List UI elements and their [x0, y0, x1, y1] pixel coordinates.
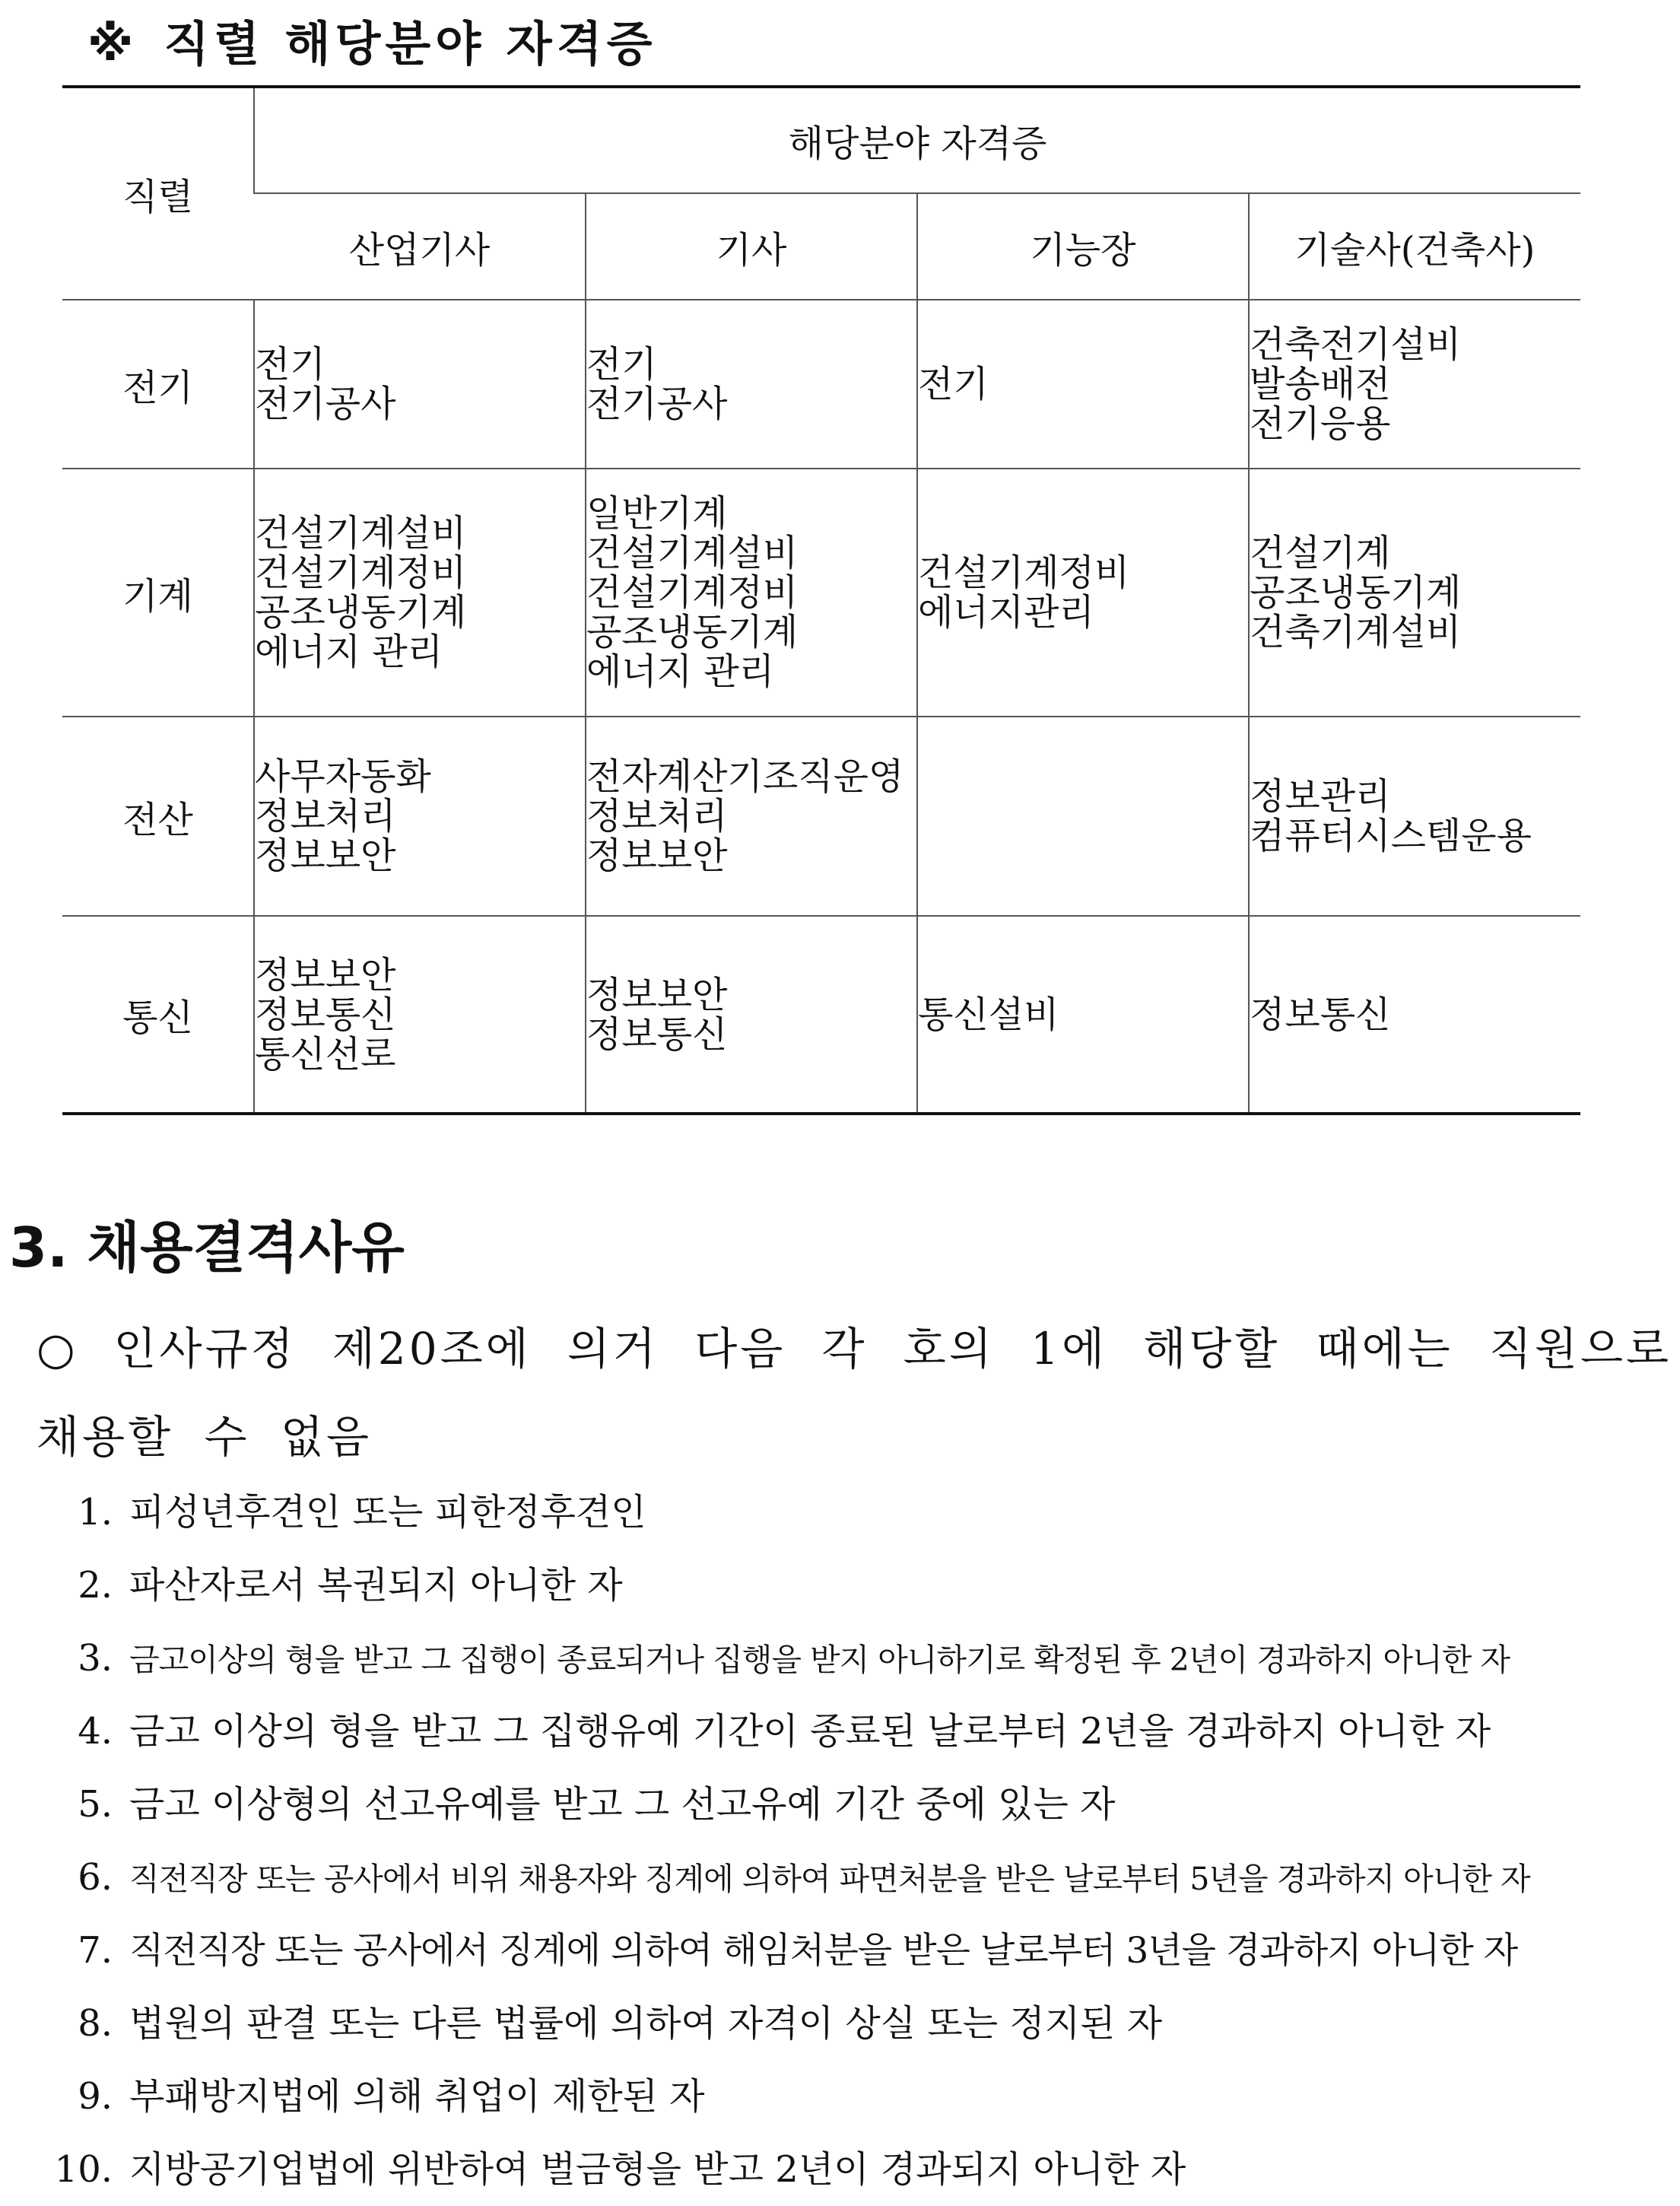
section-intro [37, 1305, 1672, 1481]
list-item [0, 1622, 1510, 1695]
page-title [87, 6, 656, 82]
list-item [0, 1476, 646, 1549]
qualification-name: 공조냉동기계 [1250, 571, 1462, 614]
item-text: 금고 이상형의 선고유예를 받고 그 선고유예 기간 중에 있는 자 [129, 1783, 1116, 1826]
list-item [0, 1695, 1491, 1768]
qualification-name: 컴퓨터시스템운용 [1250, 815, 1532, 857]
item-text: 직전직장 또는 공사에서 비위 채용자와 징계에 의하여 파면처분을 받은 날로부터 5년을 경과하지 아니한 자 [129, 1861, 1530, 1897]
item-number: 7. [78, 1929, 113, 1972]
qualification-name: 정보보안 [586, 834, 728, 877]
item-number: 4. [78, 1710, 113, 1753]
item-text: 지방공기업법에 위반하여 벌금형을 받고 2년이 경과되지 아니한 자 [129, 2148, 1186, 2191]
list-item [0, 1914, 1517, 1987]
header-column: 기술사(건축사) [1249, 193, 1580, 300]
qualification-name: 건설기계정비 [255, 552, 467, 594]
qualification-name: 정보보안 [255, 953, 396, 997]
qualification-name: 에너지 관리 [586, 650, 775, 693]
table-cell [254, 469, 586, 717]
item-text: 피성년후견인 또는 피한정후견인 [129, 1491, 646, 1534]
qualification-name: 공조냉동기계 [586, 611, 799, 653]
table-row [62, 300, 1580, 469]
qualification-name: 전자계산기조직운영 [586, 755, 904, 798]
table-row [62, 717, 1580, 916]
qualification-name: 통신설비 [918, 993, 1059, 1036]
table-cell [1249, 717, 1580, 916]
table-cell [586, 469, 917, 717]
item-number: 10. [54, 2148, 113, 2191]
qualification-name: 통신선로 [255, 1032, 396, 1076]
item-text: 직전직장 또는 공사에서 징계에 의하여 해임처분을 받은 날로부터 3년을 경과하지 아니한 자 [129, 1930, 1518, 1972]
row-job-label: 전산 [62, 717, 254, 916]
bullet-circle: ○ [37, 1323, 84, 1375]
item-number: 6. [78, 1856, 113, 1899]
table-cell [1249, 916, 1580, 1114]
table-cell [917, 300, 1249, 469]
header-column: 산업기사 [254, 193, 586, 300]
qualification-name: 전기 [255, 343, 326, 386]
qualification-name: 전기 [918, 363, 989, 405]
qualification-name: 건설기계설비 [586, 532, 799, 574]
item-text: 파산자로서 복권되지 아니한 자 [129, 1564, 623, 1607]
table-cell [917, 469, 1249, 717]
qualification-name: 건축기계설비 [1250, 611, 1462, 653]
item-text: 금고이상의 형을 받고 그 집행이 종료되거나 집행을 받지 아니하기로 확정된 후 2년이 경과하지 아니한 자 [129, 1642, 1510, 1678]
item-number: 1. [78, 1491, 113, 1534]
item-text: 법원의 판결 또는 다른 법률에 의하여 자격이 상실 또는 정지된 자 [129, 2002, 1163, 2045]
qualification-name: 에너지 관리 [255, 631, 443, 673]
qualification-name: 정보통신 [1250, 993, 1391, 1036]
list-item [0, 2133, 1186, 2206]
qualification-name: 정보처리 [255, 795, 396, 838]
qualification-name: 건설기계설비 [255, 512, 467, 555]
qualification-name: 전기공사 [586, 383, 728, 425]
qualification-table [62, 85, 1580, 1115]
qualification-name: 사무자동화 [255, 755, 431, 798]
page-title-text: 직렬 해당분야 자격증 [164, 16, 657, 72]
table-cell [254, 916, 586, 1114]
list-item [0, 1549, 623, 1622]
qualification-name: 공조냉동기계 [255, 591, 467, 634]
qualification-name: 정보보안 [586, 973, 728, 1016]
header-column: 기능장 [917, 193, 1249, 300]
row-job-label: 전기 [62, 300, 254, 469]
qualification-name: 발송배전 [1250, 363, 1391, 405]
row-job-label: 통신 [62, 916, 254, 1114]
list-item [0, 1768, 1116, 1841]
table-cell [586, 916, 917, 1114]
qualification-name: 에너지관리 [918, 591, 1094, 634]
table-body [62, 300, 1580, 1114]
qualification-name: 전기공사 [255, 383, 396, 425]
qualification-name: 전기응용 [1250, 402, 1391, 445]
table-row [62, 469, 1580, 717]
table-cell [1249, 300, 1580, 469]
qualification-name: 일반기계 [586, 492, 728, 535]
item-number: 9. [78, 2075, 113, 2118]
qualification-name: 정보관리 [1250, 775, 1391, 818]
intro-text: 인사규정 제20조에 의거 다음 각 호의 1에 해당할 때에는 직원으로 채용할 수 없음 [37, 1323, 1672, 1463]
list-item [0, 2060, 705, 2133]
qualification-name: 정보보안 [255, 834, 396, 877]
reference-mark: ※ [87, 16, 138, 72]
list-item [0, 1841, 1530, 1914]
table-cell [586, 717, 917, 916]
table-cell [1249, 469, 1580, 717]
item-number: 5. [78, 1783, 113, 1826]
item-text: 부패방지법에 의해 취업이 제한된 자 [129, 2075, 705, 2118]
item-number: 2. [78, 1564, 113, 1607]
qualification-name: 정보통신 [255, 993, 396, 1036]
row-job-label: 기계 [62, 469, 254, 717]
header-qualification-group: 해당분야 자격증 [254, 87, 1580, 193]
qualification-name: 건축전기설비 [1250, 323, 1462, 366]
table-cell [917, 916, 1249, 1114]
header-column: 기사 [586, 193, 917, 300]
header-job: 직렬 [62, 87, 254, 300]
qualification-name: 전기 [586, 343, 657, 386]
table-row [62, 916, 1580, 1114]
table-cell [254, 717, 586, 916]
qualification-name: 정보처리 [586, 795, 728, 838]
qualification-name: 건설기계 [1250, 532, 1391, 574]
item-number: 3. [78, 1637, 113, 1680]
table-cell [917, 717, 1249, 916]
list-item [0, 1987, 1162, 2060]
qualification-name: 건설기계정비 [918, 552, 1130, 594]
qualification-name: 정보통신 [586, 1012, 728, 1056]
table-cell [254, 300, 586, 469]
section-title: 3. 채용결격사유 [9, 1216, 405, 1279]
table-cell [586, 300, 917, 469]
qualification-name: 건설기계정비 [586, 571, 799, 614]
item-text: 금고 이상의 형을 받고 그 집행유예 기간이 종료된 날로부터 2년을 경과하지 아니한 자 [129, 1710, 1491, 1753]
item-number: 8. [78, 2002, 113, 2045]
